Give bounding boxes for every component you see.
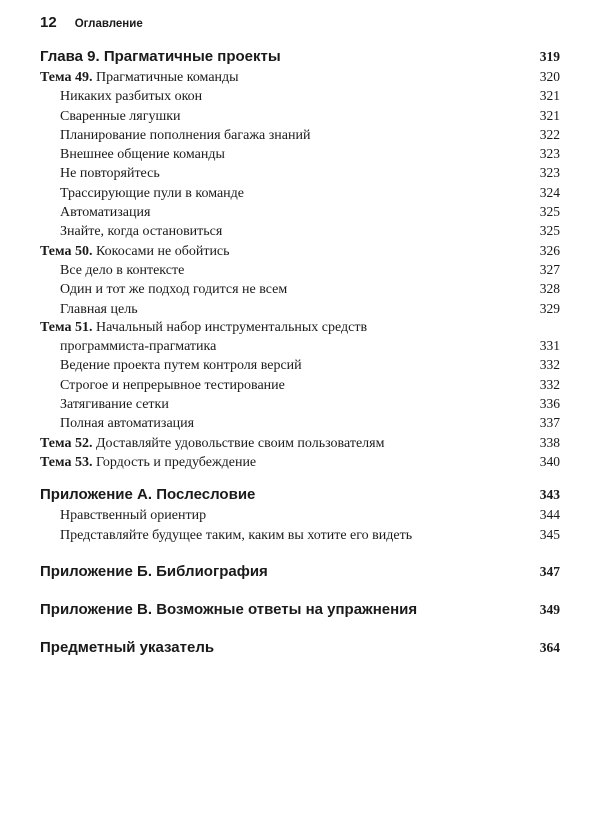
page-ref: 345 (539, 526, 560, 542)
item-title: Никаких разбитых окон (60, 89, 203, 105)
section-name: Оглавление (74, 18, 143, 30)
page-ref: 340 (539, 453, 560, 469)
page-ref: 325 (539, 223, 560, 239)
page-ref: 344 (539, 507, 560, 523)
running-head (40, 14, 143, 31)
chapter-title: Глава 9. Прагматичные проекты (40, 48, 281, 65)
page-ref: 328 (539, 281, 560, 297)
topic-title: Прагматичные команды (95, 70, 239, 85)
page-ref: 323 (539, 146, 560, 162)
topic-number: Тема 50. (40, 243, 93, 259)
topic-number: Тема 51. (40, 319, 93, 335)
item-title: Представляйте будущее таким, каким вы хотите его видеть (60, 527, 413, 543)
page-ref: 319 (539, 49, 560, 64)
page-ref: 349 (539, 601, 560, 617)
toc-item (40, 87, 560, 106)
item-title: Планирование пополнения багажа знаний (60, 127, 311, 143)
item-title: Нравственный ориентир (60, 508, 207, 524)
topic-number: Тема 52. (40, 435, 93, 451)
item-title: Сваренные лягушки (60, 108, 181, 124)
item-title: Знайте, когда остановиться (60, 224, 223, 240)
toc-topic-51-continued (40, 337, 560, 356)
index-title: Предметный указатель (40, 638, 215, 656)
toc-item (40, 376, 560, 395)
topic-title: Гордость и предубеждение (95, 454, 257, 470)
toc-topic-52 (40, 434, 560, 453)
toc-item (40, 107, 560, 126)
toc-appendix-a (40, 484, 560, 506)
topic-number: Тема 53. (40, 454, 93, 470)
item-title: Автоматизация (60, 205, 151, 221)
toc-topic-49 (40, 68, 560, 87)
page-ref: 347 (539, 563, 560, 579)
toc-item (40, 164, 560, 183)
toc-appendix-c (40, 599, 560, 621)
item-title: Ведение проекта путем контроля версий (60, 358, 302, 374)
page-ref: 364 (539, 639, 560, 655)
topic-title-continued: программиста-прагматика (60, 339, 217, 355)
item-title: Один и тот же подход годится не всем (60, 282, 288, 298)
topic-title: Кокосами не обойтись (95, 243, 230, 259)
toc-item (40, 126, 560, 145)
item-title: Трассирующие пули в команде (60, 185, 245, 201)
toc-item (40, 222, 560, 241)
item-title: Не повторяйтесь (60, 166, 160, 182)
toc-item (40, 145, 560, 164)
toc-topic-50 (40, 242, 560, 261)
item-title: Главная цель (60, 301, 138, 317)
page-ref: 329 (539, 300, 560, 316)
toc-item (40, 300, 560, 319)
toc-item (40, 280, 560, 299)
table-of-contents (40, 46, 560, 659)
toc-topic-53 (40, 453, 560, 472)
page-ref: 338 (539, 434, 560, 450)
toc-item (40, 526, 560, 545)
item-title: Внешнее общение команды (60, 147, 225, 163)
item-title: Все дело в контексте (60, 262, 185, 278)
toc-item (40, 395, 560, 414)
page-ref: 320 (539, 69, 560, 84)
item-title: Полная автоматизация (60, 416, 195, 432)
page-ref: 321 (539, 107, 560, 123)
page-ref: 337 (539, 415, 560, 431)
page-ref: 323 (539, 165, 560, 181)
page-ref: 332 (539, 376, 560, 392)
page-ref: 343 (539, 487, 560, 503)
toc-item (40, 506, 560, 525)
topic-number: Тема 49. (40, 70, 93, 85)
page-ref: 336 (539, 396, 560, 412)
appendix-title: Приложение Б. Библиография (40, 562, 268, 580)
toc-appendix-b (40, 561, 560, 583)
page-ref: 326 (539, 242, 560, 258)
page-ref: 325 (539, 204, 560, 220)
page-ref: 322 (539, 126, 560, 142)
item-title: Затягивание сетки (60, 397, 169, 413)
appendix-title: Приложение В. Возможные ответы на упражнения (40, 600, 418, 618)
toc-chapter-9 (40, 46, 560, 68)
toc-topic-51 (40, 319, 560, 337)
topic-title: Доставляйте удовольствие своим пользователям (95, 435, 385, 451)
item-title: Строгое и непрерывное тестирование (60, 377, 285, 393)
page-ref: 324 (539, 184, 560, 200)
page-number: 12 (40, 14, 57, 31)
toc-item (40, 414, 560, 433)
toc-item (40, 184, 560, 203)
toc-index (40, 637, 560, 659)
page-ref: 321 (539, 88, 560, 104)
appendix-title: Приложение А. Послесловие (40, 486, 256, 504)
page-ref: 327 (539, 261, 560, 277)
toc-item (40, 356, 560, 375)
page-ref: 331 (539, 338, 560, 354)
page-ref: 332 (539, 357, 560, 373)
toc-item (40, 203, 560, 222)
topic-title: Начальный набор инструментальных средств (95, 319, 368, 335)
toc-item (40, 261, 560, 280)
